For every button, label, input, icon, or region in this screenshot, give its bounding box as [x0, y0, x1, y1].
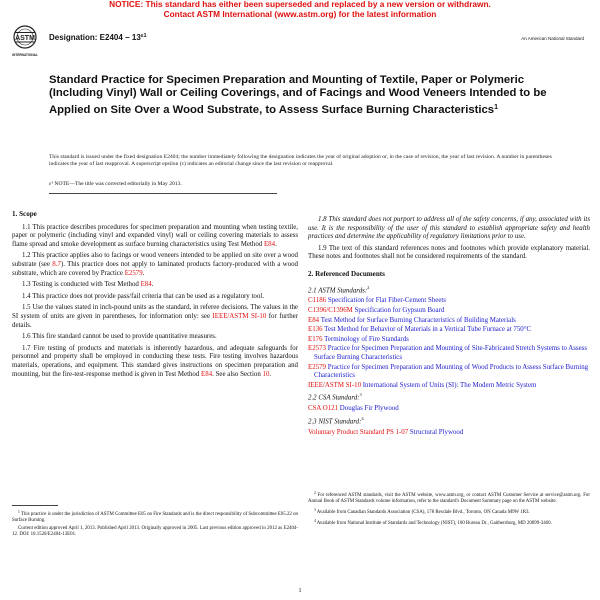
reference-item-csa[interactable]: CSA O121 Douglas Fir Plywood [308, 405, 399, 413]
reference-code: E136 [308, 326, 323, 334]
para-1-5: 1.5 Use the values stated in inch-pound units as the standard, in referee decisions. The values in the SI system of units are given in parentheses, for information only: see IEEE/ASTM SI-10 for further details. [12, 304, 299, 329]
reference-code: E84 [308, 316, 320, 324]
ref-link-section-10[interactable]: 10 [262, 370, 270, 378]
reference-code: C1396/C1396M [308, 307, 353, 315]
footnote-1: $^1$ This practice is under the jurisdiction of ASTM Committee E05 on Fire Standards and is the direct responsibility of Subcommittee E05.22 on Surface Burning. [12, 510, 298, 524]
page-number: 1 [298, 588, 302, 594]
reference-item-nist[interactable]: Voluntary Product Standard PS 1-07 Structural Plywood [308, 428, 464, 436]
reference-item[interactable] [308, 317, 590, 326]
reference-code: IEEE/ASTM SI-10 [308, 381, 362, 389]
reference-item[interactable] [308, 364, 590, 381]
ref-link-si10[interactable]: IEEE/ASTM SI-10 [212, 312, 267, 320]
title-footnote-marker: 1 [494, 103, 498, 111]
supersede-notice [0, 0, 600, 19]
scope-heading: 1. Scope [12, 210, 37, 218]
svg-text:INTERNATIONAL: INTERNATIONAL [12, 53, 38, 57]
ref-link-e84[interactable]: E84 [201, 370, 213, 378]
footnote-1-edition: Current edition approved April 1, 2013. Published April 2013. Originally approved in 2005. Last previous edition approved in 2012 as E2404-12. DOI: 10.1520/E2404-13E01. [12, 526, 298, 538]
national-standard-label: An American National Standard [521, 36, 584, 41]
designation-superscript: ε1 [140, 33, 147, 39]
ref-link-e2579[interactable]: E2579 [124, 269, 143, 277]
para-1-6: 1.6 This fire standard cannot be used to provide quantitative measures. [22, 333, 217, 341]
astm-logo-icon [10, 24, 40, 62]
para-1-3: 1.3 Testing is conducted with Test Method E84. [22, 281, 154, 289]
para-1-7: 1.7 Fire testing of products and materials is inherently hazardous, and adequate safeguards for personnel and property shall be employed in conducting these tests. Fire testing involves hazardous materials, operations, and equipment. This standard gives instructions on specimen preparation and mounting, but the fire-test-response method is given in Test Method E84. See also Section 10. [12, 344, 298, 378]
footnote-2: $^2$ For referenced ASTM standards, visit the ASTM website, www.astm.org, or contact ASTM Customer Service at service@astm.org. For Annual Book of ASTM Standards volume information, refer to the standard's Document Summary page on the ASTM website. [308, 491, 590, 505]
para-1-8: 1.8 This standard does not purport to address all of the safety concerns, if any, associated with its use. It is the responsibility of the user of this standard to establish appropriate safety and health practices and determine the applicability of regulatory limitations prior to use. [308, 216, 590, 241]
ref-link-section-8-7[interactable]: 8.7 [52, 260, 61, 268]
ref-link-e84[interactable]: E84 [263, 240, 276, 248]
para-1-9: 1.9 The text of this standard references notes and footnotes which provide explanatory material. These notes and footnotes shall not be considered requirements of the standard. [308, 244, 590, 261]
right-column [308, 216, 590, 438]
reference-title: Test Method for Surface Burning Characteristics of Building Materials [320, 316, 516, 324]
title-text: Standard Practice for Specimen Preparation and Mounting of Textile, Paper or Polymeric (Including Vinyl) Wall or Ceiling Coverings, and of Facings and Wood Veneers Intended to be Applied on Site Over a Wood Substrate, to Assess Surface Burning Characteristics [49, 74, 547, 116]
reference-title: Specification for Gypsum Board [354, 307, 445, 315]
reference-item[interactable] [308, 345, 590, 362]
footnotes-left [12, 509, 298, 540]
reference-title: Specification for Flat Fiber-Cement Sheets [327, 297, 446, 305]
reference-item[interactable] [308, 326, 590, 335]
reference-item[interactable] [308, 307, 590, 316]
ref-link-e84[interactable]: E84 [140, 281, 152, 289]
reference-title: Practice for Specimen Preparation and Mounting of Site-Fabricated Stretch Systems to Assess Surface Burning Characteristics [314, 345, 588, 362]
reference-item[interactable] [308, 297, 590, 306]
reference-list [308, 297, 590, 390]
notice-line-2: Contact ASTM International (www.astm.org) for the latest information [163, 8, 437, 19]
reference-code: C1186 [308, 297, 327, 305]
designation-text: Designation: E2404 − 13 [49, 33, 141, 42]
para-1-2: 1.2 This practice applies also to facings or wood veneers intended to be applied on site over a wood substrate (see 8.7). This practice does not apply to laminated products factory-produced with a wood substrate, which are covered by Practice E2579. [12, 252, 298, 277]
issuance-statement: This standard is issued under the fixed designation E2404; the number immediately following the designation indicates the year of original adoption or, in the case of revision, the year of last revision. A number in parentheses indicates the year of last reapproval. A superscript epsilon (ε) indicates an editorial change since the last revision or reapproval. [49, 154, 552, 167]
reference-code: E176 [308, 335, 323, 343]
reference-title: Test Method for Behavior of Materials in a Vertical Tube Furnace at 750°C [324, 326, 532, 334]
designation [49, 33, 147, 42]
notice-line-1: NOTICE: This standard has either been superseded and replaced by a new version or withdrawn. [109, 0, 491, 9]
document-title [49, 74, 569, 117]
referenced-documents-heading: 2. Referenced Documents [308, 269, 385, 278]
footnote-3: $^3$ Available from Canadian Standards Association (CSA), 178 Rexdale Blvd., Toronto, ON Canada M9W 1R3. [314, 508, 530, 516]
reference-item[interactable] [308, 382, 590, 391]
svg-text:ASTM: ASTM [15, 35, 35, 42]
csa-standard-heading: 2.2 CSA Standard:$^3$ [308, 392, 362, 402]
left-column [12, 210, 298, 382]
nist-standard-heading: 2.3 NIST Standard:$^4$ [308, 415, 364, 426]
astm-standards-heading: 2.1 ASTM Standards:$^2$ [308, 284, 370, 294]
reference-code: E2579 [308, 363, 326, 371]
para-1-1: 1.1 This practice describes procedures for specimen preparation and mounting when testing textile, paper or polymeric (including vinyl and expanded vinyl) wall or ceiling covering materials to assess flame spread and smoke development as surface burning characteristics using Test Method E84. [12, 223, 298, 248]
editorial-note: ε¹ NOTE—The title was corrected editorially in May 2013. [49, 181, 182, 187]
reference-title: Practice for Specimen Preparation and Mounting of Wood Products to Assess Surface Burning Characteristics [314, 363, 589, 380]
reference-title: International System of Units (SI): The Modern Metric System [362, 381, 537, 389]
footnote-4: $^4$ Available from National Institute of Standards and Technology (NIST), 100 Bureau Dr., Gaithersburg, MD 20899-3460. [314, 519, 552, 527]
reference-title: Terminology of Fire Standards [324, 335, 409, 343]
reference-item[interactable] [308, 336, 590, 345]
footnote-divider [12, 505, 58, 506]
divider [49, 193, 277, 194]
reference-code: E2573 [308, 345, 326, 353]
footnotes-right [308, 490, 590, 529]
para-1-4: 1.4 This practice does not provide pass/fail criteria that can be used as a regulatory tool. [22, 292, 264, 300]
